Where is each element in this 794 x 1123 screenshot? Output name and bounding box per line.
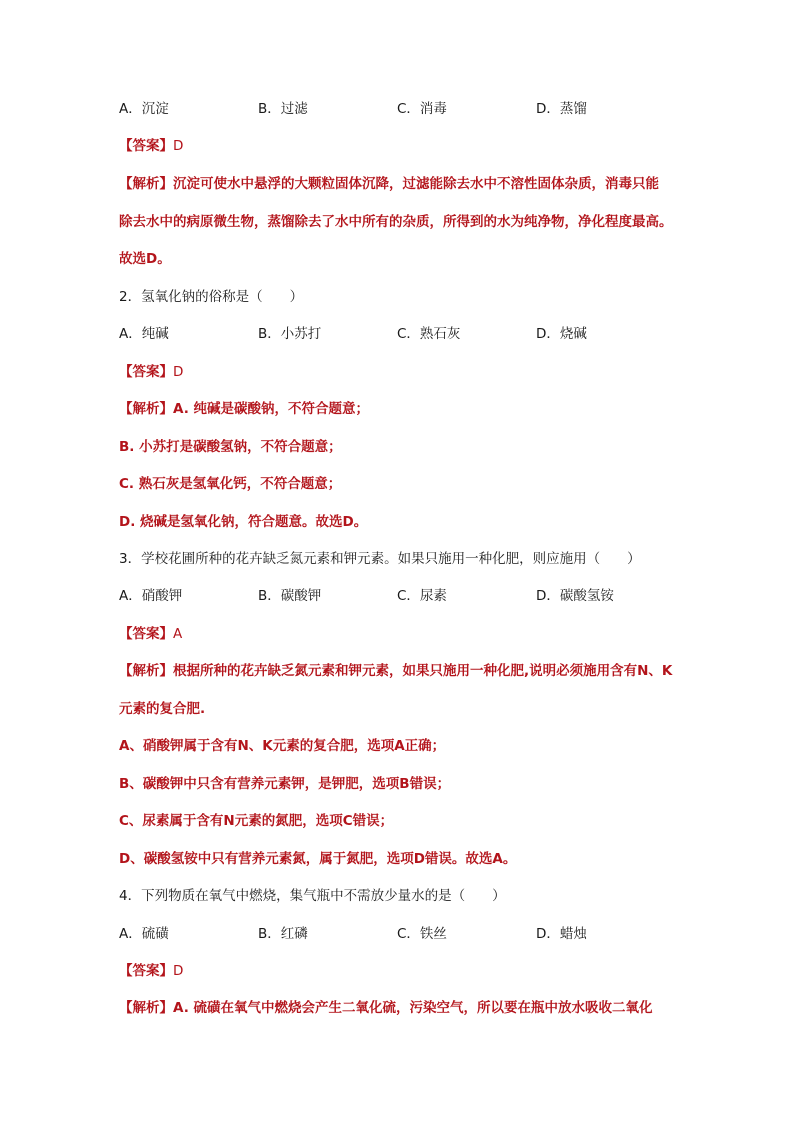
answer-tag: 【答案】 xyxy=(119,963,173,979)
q1-option-a: A．沉淀 xyxy=(119,101,169,117)
q1-analysis-line-3: 故选D。 xyxy=(119,251,171,267)
q2-analysis-line-3: C. 熟石灰是氢氧化钙，不符合题意； xyxy=(119,476,342,492)
q2-question: 2．氢氧化钠的俗称是（ ） xyxy=(119,289,304,305)
answer-value: D xyxy=(173,138,184,154)
analysis-tag: 【解析】 xyxy=(119,1000,173,1016)
analysis-text: 沉淀可使水中悬浮的大颗粒固体沉降，过滤能除去水中不溶性固体杂质，消毒只能 xyxy=(173,176,659,192)
q2-analysis-line-2: B. 小苏打是碳酸氢钠，不符合题意； xyxy=(119,439,342,455)
analysis-tag: 【解析】 xyxy=(119,401,173,417)
answer-value: D xyxy=(173,963,184,979)
q3-option-d: D．碳酸氢铵 xyxy=(536,588,614,604)
q4-option-b: B．红磷 xyxy=(258,926,308,942)
q2-analysis-line-1 xyxy=(119,399,369,419)
q2-answer xyxy=(119,362,183,382)
q3-answer xyxy=(119,624,182,644)
q2-option-d: D．烧碱 xyxy=(536,326,587,342)
q1-analysis-line-1 xyxy=(119,174,659,194)
analysis-tag: 【解析】 xyxy=(119,176,173,192)
analysis-text: 根据所种的花卉缺乏氮元素和钾元素，如果只施用一种化肥,说明必须施用含有N、K xyxy=(173,663,673,679)
q1-analysis-line-2: 除去水中的病原微生物，蒸馏除去了水中所有的杂质，所得到的水为纯净物，净化程度最高。 xyxy=(119,214,673,230)
answer-tag: 【答案】 xyxy=(119,626,173,642)
q4-analysis-line-1 xyxy=(119,998,653,1018)
q4-option-c: C．铁丝 xyxy=(397,926,447,942)
q4-answer xyxy=(119,961,183,981)
q3-analysis-line-4: B、碳酸钾中只含有营养元素钾，是钾肥，选项B错误； xyxy=(119,776,451,792)
q1-option-d: D．蒸馏 xyxy=(536,101,587,117)
q3-option-a: A．硝酸钾 xyxy=(119,588,183,604)
q3-analysis-line-6: D、碳酸氢铵中只有营养元素氮，属于氮肥，选项D错误。故选A。 xyxy=(119,851,517,867)
answer-value: A xyxy=(173,626,183,642)
q1-answer xyxy=(119,136,183,156)
q3-analysis-line-5: C、尿素属于含有N元素的氮肥，选项C错误； xyxy=(119,813,394,829)
q3-option-b: B．碳酸钾 xyxy=(258,588,322,604)
answer-tag: 【答案】 xyxy=(119,138,173,154)
q3-analysis-line-2: 元素的复合肥. xyxy=(119,701,206,717)
q3-analysis-line-1 xyxy=(119,661,672,681)
q3-question: 3．学校花圃所种的花卉缺乏氮元素和钾元素。如果只施用一种化肥，则应施用（ ） xyxy=(119,551,641,567)
answer-tag: 【答案】 xyxy=(119,364,173,380)
q3-analysis-line-3: A、硝酸钾属于含有N、K元素的复合肥，选项A正确； xyxy=(119,738,446,754)
q2-option-b: B．小苏打 xyxy=(258,326,322,342)
q2-option-a: A．纯碱 xyxy=(119,326,169,342)
q4-option-d: D．蜡烛 xyxy=(536,926,587,942)
analysis-tag: 【解析】 xyxy=(119,663,173,679)
q3-option-c: C．尿素 xyxy=(397,588,447,604)
q2-option-c: C．熟石灰 xyxy=(397,326,461,342)
q1-option-c: C．消毒 xyxy=(397,101,447,117)
analysis-text: A. 硫磺在氧气中燃烧会产生二氧化硫，污染空气，所以要在瓶中放水吸收二氧化 xyxy=(173,1000,653,1016)
analysis-text: A. 纯碱是碳酸钠，不符合题意； xyxy=(173,401,370,417)
q1-option-b: B．过滤 xyxy=(258,101,308,117)
q2-analysis-line-4: D. 烧碱是氢氧化钠，符合题意。故选D。 xyxy=(119,514,368,530)
q4-option-a: A．硫磺 xyxy=(119,926,169,942)
q4-question: 4．下列物质在氧气中燃烧，集气瓶中不需放少量水的是（ ） xyxy=(119,888,506,904)
answer-value: D xyxy=(173,364,184,380)
